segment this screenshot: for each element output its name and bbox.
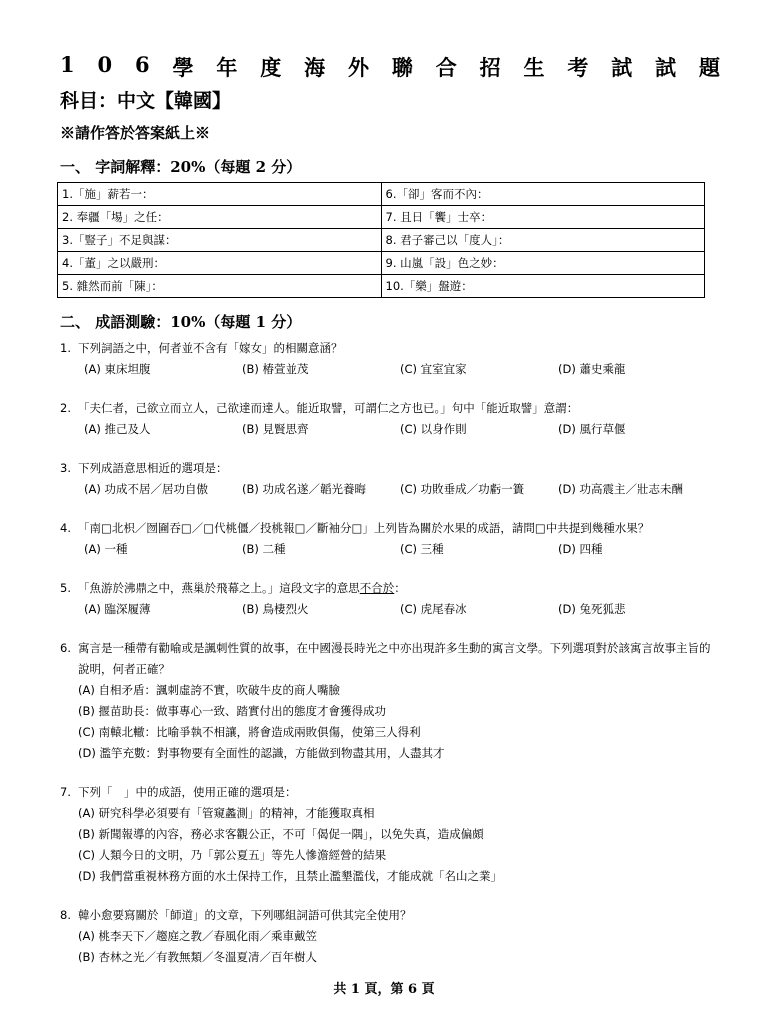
option: (B) 椿萱並茂	[242, 362, 309, 376]
title-char: 0	[97, 52, 113, 77]
question-1	[60, 338, 720, 380]
table-row	[58, 275, 705, 298]
question-text: 下列詞語之中，何者並不含有「嫁女」的相關意涵？	[78, 341, 343, 355]
title-char: 試	[655, 55, 677, 80]
title-char: 學	[172, 55, 194, 80]
option: (A) 自相矛盾：諷刺虛誇不實，吹破牛皮的商人嘴臉	[78, 683, 340, 697]
question-4	[60, 518, 720, 560]
table-cell: 6.「卻」客而不內：	[381, 183, 705, 206]
option: (D) 風行草偃	[558, 422, 626, 436]
question-text: 下列「 」中的成語，使用正確的選項是：	[78, 785, 297, 799]
question-text: 韓小愈要寫關於「師道」的文章，下列哪組詞語可供其完全使用？	[78, 908, 412, 922]
title-char: 聯	[391, 55, 413, 80]
table-cell: 3.「豎子」不足與謀：	[58, 229, 382, 252]
option: (D) 濫竽充數：對事物要有全面性的認識，方能做到物盡其用，人盡其才	[78, 746, 445, 760]
option: (B) 見賢思齊	[242, 422, 309, 436]
table-row	[58, 183, 705, 206]
question-text: 寓言是一種帶有勸喻或是諷刺性質的故事，在中國漫長時光之中亦出現許多生動的寓言文學。下列選項對於該寓言故事主旨的說明，何者正確？	[78, 641, 711, 676]
question-number: 8.	[60, 908, 71, 922]
question-number: 4.	[60, 521, 71, 535]
title-char: 度	[260, 55, 282, 80]
option: (B) 功成名遂／韜光養晦	[242, 482, 367, 496]
title-char: 1	[60, 52, 75, 77]
question-7	[60, 782, 720, 887]
section2-heading: 二、 成語測驗：10%（每題 1 分）	[60, 313, 302, 331]
section1-heading: 一、 字詞解釋：20%（每題 2 分）	[60, 158, 302, 176]
option: (B) 二種	[242, 542, 286, 556]
subject-line: 科目：中文【韓國】	[60, 90, 232, 112]
title-char: 年	[216, 55, 238, 80]
question-text: 「魚游於沸鼎之中，燕巢於飛幕之上。」這段文字的意思	[78, 581, 360, 595]
question-number: 7.	[60, 785, 71, 799]
option: (D) 兔死狐悲	[558, 602, 626, 616]
question-5	[60, 578, 720, 620]
option: (A) 推己及人	[84, 422, 151, 436]
question-text: 「夫仁者，己欲立而立人，己欲達而達人。能近取譬，可謂仁之方也已。」句中「能近取譬」意謂：	[78, 401, 579, 415]
table-cell: 5. 雜然而前「陳」：	[58, 275, 382, 298]
title-char: 海	[304, 55, 326, 80]
option: (C) 宜室宜家	[400, 362, 467, 376]
option: (A) 功成不居／居功自傲	[84, 482, 208, 496]
table-cell: 10.「樂」盤遊：	[381, 275, 705, 298]
option: (A) 臨深履薄	[84, 602, 151, 616]
option: (B) 新聞報導的內容，務必求客觀公正，不可「偈促一隅」，以免失真，造成偏頗	[78, 827, 484, 841]
table-row	[58, 229, 705, 252]
table-row	[58, 252, 705, 275]
question-number: 5.	[60, 581, 71, 595]
question-number: 6.	[60, 641, 71, 655]
question-number: 3.	[60, 461, 71, 475]
option: (C) 以身作則	[400, 422, 467, 436]
option: (C) 三種	[400, 542, 444, 556]
option: (C) 功敗垂成／功虧一簣	[400, 482, 525, 496]
option: (A) 研究科學必須要有「管窺蠡測」的精神，才能獲取真相	[78, 806, 375, 820]
option: (B) 鳥棲烈火	[242, 602, 309, 616]
question-number: 1.	[60, 341, 71, 355]
vocab-table	[57, 182, 705, 298]
question-6	[60, 638, 720, 764]
page-footer: 共 1 頁，第 6 頁	[333, 982, 435, 997]
answer-notice: ※請作答於答案紙上※	[60, 124, 211, 142]
exam-title	[60, 52, 720, 82]
table-cell: 1.「施」薪若一：	[58, 183, 382, 206]
title-char: 生	[523, 55, 545, 80]
option: (C) 南轅北轍：比喻爭執不相讓，將會造成兩敗俱傷，使第三人得利	[78, 725, 421, 739]
table-cell: 9. 山嵐「設」色之妙：	[381, 252, 705, 275]
table-row	[58, 206, 705, 229]
option: (C) 虎尾春冰	[400, 602, 467, 616]
emphasis-text: 不合於	[359, 581, 395, 595]
question-list	[60, 338, 720, 986]
table-cell: 2. 奉疆「埸」之任：	[58, 206, 382, 229]
title-char: 試	[611, 55, 633, 80]
table-cell: 7. 且日「饗」士卒：	[381, 206, 705, 229]
title-char: 考	[567, 55, 589, 80]
title-char: 外	[348, 55, 369, 80]
question-text-end: ：	[394, 581, 406, 595]
question-text: 下列成語意思相近的選項是：	[78, 461, 228, 475]
title-char: 6	[135, 52, 150, 77]
question-2	[60, 398, 720, 440]
question-3	[60, 458, 720, 500]
option: (B) 揠苗助長：做事專心一致、踏實付出的態度才會獲得成功	[78, 704, 387, 718]
table-cell: 4.「董」之以嚴刑：	[58, 252, 382, 275]
title-char: 題	[699, 55, 720, 80]
question-number: 2.	[60, 401, 71, 415]
table-cell: 8. 君子審己以「度人」：	[381, 229, 705, 252]
title-char: 合	[435, 55, 457, 80]
question-8	[60, 905, 720, 968]
option: (C) 人類今日的文明，乃「郭公夏五」等先人慘澹經營的結果	[78, 848, 387, 862]
option: (A) 一種	[84, 542, 128, 556]
option: (D) 四種	[558, 542, 603, 556]
option: (D) 蕭史乘龍	[558, 362, 626, 376]
option: (A) 桃李天下／趨庭之教／春風化雨／乘車戴笠	[78, 929, 317, 943]
title-char: 招	[479, 55, 501, 80]
option: (D) 功高震主／壯志未酬	[558, 482, 683, 496]
option: (B) 杏林之光／有教無類／冬溫夏凊／百年樹人	[78, 950, 318, 964]
option: (A) 東床坦腹	[84, 362, 151, 376]
question-text: 「南□北枳／囫圇吞□／□代桃僵／投桃報□／斷袖分□」上列皆為關於水果的成語，請問□中共提到幾種水果？	[78, 521, 650, 535]
option: (D) 我們當重視林務方面的水土保持工作，且禁止濫墾濫伐，才能成就「名山之業」	[78, 869, 502, 883]
